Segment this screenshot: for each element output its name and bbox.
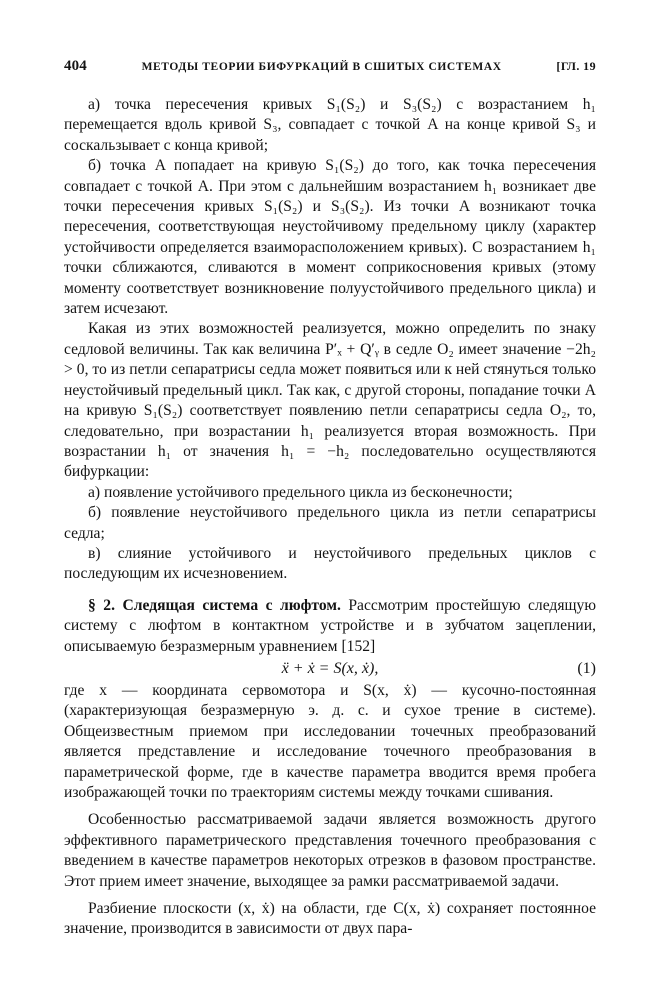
- section-paragraph: [64, 596, 596, 657]
- section-number: § 2.: [88, 596, 115, 614]
- paragraph-case-b: б) точка A попадает на кривую S₁(S₂) до того, как точка пересечения совпадает с точкой A. При этом с дальнейшим возрастанием h₁ возникает две точки пересечения кривых S₁(S₂) и S₃(S₂). Из точки A возникают точка пересечения, соответствующая неустойчивому предельному циклу (характер устойчивости определяется взаиморасположением кривых). С возрастанием h₁ точки сближаются, сливаются в момент соприкосновения кривых (этому моменту соответствует возникновение полуустойчивого предельного цикла) и затем исчезают.: [64, 157, 596, 318]
- list-item-bifurcation-c: в) слияние устойчивого и неустойчивого предельных циклов с последующим их исчезновением.: [64, 544, 596, 583]
- list-item-bifurcation-b: б) появление неустойчивого предельного цикла из петли сепаратрисы седла;: [64, 504, 596, 542]
- paragraph-feature: Особенностью рассматриваемой задачи является возможность другого эффективного параметрического представления точечного преобразования с введением в качестве параметров некоторых отрезков в фазовом пространстве. Этот прием имеет значение, выходящее за рамки рассматриваемой задачи.: [64, 811, 596, 890]
- chapter-label: [ГЛ. 19: [556, 59, 596, 73]
- section-intro: Рассмотрим простейшую следящую систему с люфтом в контактном устройстве и в зубчатом зацеплении, описываемую безразмерным уравнением [152]: [64, 596, 596, 655]
- equation-number: (1): [577, 659, 596, 677]
- paragraph-where: где x — координата сервомотора и S(x, ẋ) — кусочно-постоянная (характеризующая безразмерную э. д. с. и сухое трение в системе). Общеизвестным приемом при исследовании точечных преобразований является представление и исследование точечного преобразования в параметрической форме, где в качестве параметра вводится время пробега изображающей точки по траекториям системы между точками сшивания.: [64, 681, 596, 801]
- paragraph-partition: Разбиение плоскости (x, ẋ) на области, где C(x, ẋ) сохраняет постоянное значение, производится в зависимости от двух пара-: [64, 900, 596, 938]
- paragraph-saddle-value: Какая из этих возможностей реализуется, можно определить по знаку седловой величины. Так как величина P′ₓ + Q′ᵧ в седле O₂ имеет значение −2h₂ > 0, то из петли сепаратрисы седла может появиться или к ней стянуться только неустойчивый предельный цикл. Так как, с другой стороны, попадание точки A на кривую S₁(S₂) соответствует появлению петли сепаратрисы седла O₂, то, следовательно, при возрастании h₁ реализуется вторая возможность. При возрастании h₁ от значения h₁ = −h₂ последовательно осуществляются бифуркации:: [64, 320, 596, 481]
- running-header: [64, 58, 596, 75]
- page-number: 404: [64, 58, 87, 74]
- equation-text: ẍ + ẋ = S(x, ẋ),: [281, 659, 379, 677]
- book-page: [64, 58, 596, 940]
- paragraph-case-a: а) точка пересечения кривых S₁(S₂) и S₃(S₂) с возрастанием h₁ перемещается вдоль кривой S₃, совпадает с точкой A на конце кривой S₃ и соскальзывает с конца кривой;: [64, 96, 596, 154]
- running-title: МЕТОДЫ ТЕОРИИ БИФУРКАЦИЙ В СШИТЫХ СИСТЕМАХ: [141, 61, 502, 73]
- body-text: [64, 95, 596, 940]
- equation-1: [64, 658, 596, 680]
- section-title: Следящая система с люфтом.: [122, 596, 341, 614]
- list-item-bifurcation-a: а) появление устойчивого предельного цикла из бесконечности;: [88, 483, 513, 501]
